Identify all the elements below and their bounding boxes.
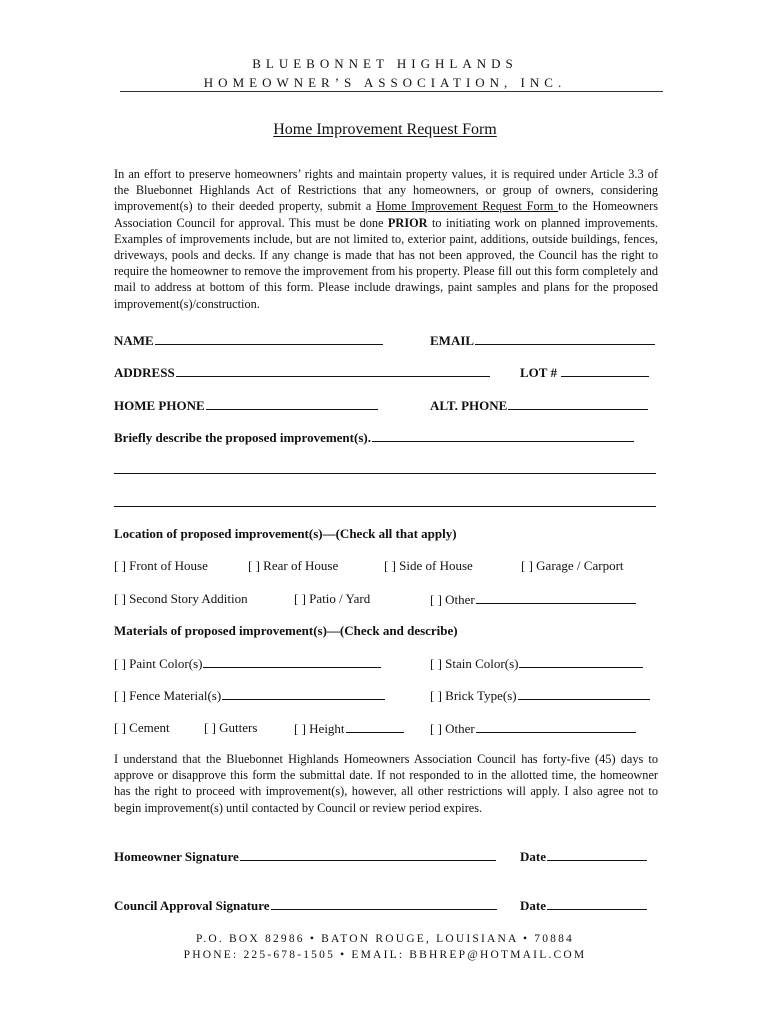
checkbox-gutters[interactable]: [ ] Gutters <box>204 720 258 735</box>
describe-field[interactable] <box>114 429 634 446</box>
brick-type-blank[interactable] <box>518 687 650 700</box>
fence-material-blank[interactable] <box>222 687 385 700</box>
height-blank[interactable] <box>346 720 404 733</box>
council-signature-blank[interactable] <box>271 897 497 910</box>
association-name-line2: HOMEOWNER’S ASSOCIATION, INC. <box>203 75 567 90</box>
checkbox-rear-of-house[interactable]: [ ] Rear of House <box>248 558 339 573</box>
checkbox-brick-type[interactable] <box>430 687 650 704</box>
location-other-blank[interactable] <box>476 591 636 604</box>
name-field[interactable] <box>114 332 383 349</box>
describe-label: Briefly describe the proposed improvement(s). <box>114 430 371 445</box>
lot-blank[interactable] <box>561 364 649 377</box>
describe-line-2[interactable] <box>114 473 656 474</box>
checkbox-second-story[interactable]: [ ] Second Story Addition <box>114 591 248 606</box>
checkbox-garage-carport[interactable]: [ ] Garage / Carport <box>521 558 624 573</box>
footer-address: P.O. BOX 82986 • BATON ROUGE, LOUISIANA • 70884 <box>196 933 574 945</box>
home-phone-label: HOME PHONE <box>114 398 205 413</box>
alt-phone-field[interactable] <box>430 397 648 414</box>
agreement-paragraph: I understand that the Bluebonnet Highlands Homeowners Association Council has forty-five (45) days to approve or disapprove this form the submittal date. If not responded to in the allotted time, the homeowner has the right to proceed with improvement(s), however, all other restrictions will apply. I also agree not to begin improvement(s) until contacted by Council or review period expires. <box>114 752 658 815</box>
email-blank[interactable] <box>475 332 655 345</box>
checkbox-side-of-house[interactable]: [ ] Side of House <box>384 558 473 573</box>
email-field[interactable] <box>430 332 655 349</box>
materials-other-blank[interactable] <box>476 720 636 733</box>
home-phone-blank[interactable] <box>206 397 378 410</box>
email-label: EMAIL <box>430 333 475 348</box>
name-label: NAME <box>114 333 154 348</box>
stain-color-blank[interactable] <box>519 655 643 668</box>
homeowner-date-blank[interactable] <box>547 848 647 861</box>
address-label: ADDRESS <box>114 365 175 380</box>
form-title: Home Improvement Request Form <box>273 121 497 138</box>
name-blank[interactable] <box>155 332 383 345</box>
form-name-link: Home Improvement Request Form <box>376 199 559 214</box>
association-name-line1: BLUEBONNET HIGHLANDS <box>252 56 518 71</box>
checkbox-fence-material[interactable] <box>114 687 385 704</box>
intro-text-mid: to the Homeowners Association Council for approval. This must be done <box>114 199 659 230</box>
lot-label: LOT # <box>520 365 557 380</box>
fence-material-label: [ ] Fence Material(s) <box>114 688 222 703</box>
intro-text-start: In an effort to preserve homeowners’ rights and maintain property values, it is required under Article 3.3 of the Bluebonnet Highlands Act of Restrictions that any homeowners, or group of owners, considering improvement(s) to their deeded property, submit a <box>114 167 658 214</box>
describe-blank[interactable] <box>372 429 634 442</box>
checkbox-materials-other[interactable] <box>430 720 636 737</box>
alt-phone-label: ALT. PHONE <box>430 398 508 413</box>
homeowner-signature-blank[interactable] <box>240 848 496 861</box>
homeowner-signature-label: Homeowner Signature <box>114 849 239 864</box>
prior-emphasis: PRIOR <box>387 215 428 230</box>
checkbox-height[interactable] <box>294 720 404 737</box>
footer-contact: PHONE: 225-678-1505 • EMAIL: BBHREP@HOTMAIL.COM <box>183 949 587 961</box>
alt-phone-blank[interactable] <box>508 397 648 410</box>
homeowner-date-label: Date <box>520 849 546 864</box>
paint-color-blank[interactable] <box>203 655 381 668</box>
checkbox-front-of-house[interactable]: [ ] Front of House <box>114 558 208 573</box>
lot-field[interactable] <box>520 364 649 381</box>
header-divider <box>120 91 663 92</box>
materials-other-label: [ ] Other <box>430 721 475 736</box>
intro-paragraph <box>114 166 658 312</box>
checkbox-cement[interactable]: [ ] Cement <box>114 720 170 735</box>
council-signature-label: Council Approval Signature <box>114 898 270 913</box>
homeowner-date-field[interactable] <box>520 848 647 865</box>
homeowner-signature-field[interactable] <box>114 848 496 865</box>
checkbox-paint-color[interactable] <box>114 655 381 672</box>
address-blank[interactable] <box>176 364 490 377</box>
intro-text-end: to initiating work on planned improvements. Examples of improvements include, but are not limited to, exterior paint, additions, outside buildings, fences, driveways, pools and decks. If any change is made that has not been approved, the Council has the right to require the homeowner to remove the improvement from his property. Please fill out this form completely and mail to address at bottom of this form. Please include drawings, paint samples and plans for the proposed improvement(s)/construction. <box>114 215 658 311</box>
materials-heading: Materials of proposed improvement(s)—(Check and describe) <box>114 623 458 638</box>
stain-color-label: [ ] Stain Color(s) <box>430 656 519 671</box>
describe-line-3[interactable] <box>114 506 656 507</box>
address-field[interactable] <box>114 364 490 381</box>
checkbox-stain-color[interactable] <box>430 655 643 672</box>
checkbox-patio-yard[interactable]: [ ] Patio / Yard <box>294 591 371 606</box>
council-date-field[interactable] <box>520 897 647 914</box>
council-signature-field[interactable] <box>114 897 497 914</box>
checkbox-location-other[interactable] <box>430 591 636 608</box>
brick-type-label: [ ] Brick Type(s) <box>430 688 517 703</box>
location-other-label: [ ] Other <box>430 592 475 607</box>
paint-color-label: [ ] Paint Color(s) <box>114 656 203 671</box>
location-heading: Location of proposed improvement(s)—(Check all that apply) <box>114 526 457 541</box>
council-date-blank[interactable] <box>547 897 647 910</box>
home-phone-field[interactable] <box>114 397 378 414</box>
council-date-label: Date <box>520 898 546 913</box>
height-label: [ ] Height <box>294 721 345 736</box>
